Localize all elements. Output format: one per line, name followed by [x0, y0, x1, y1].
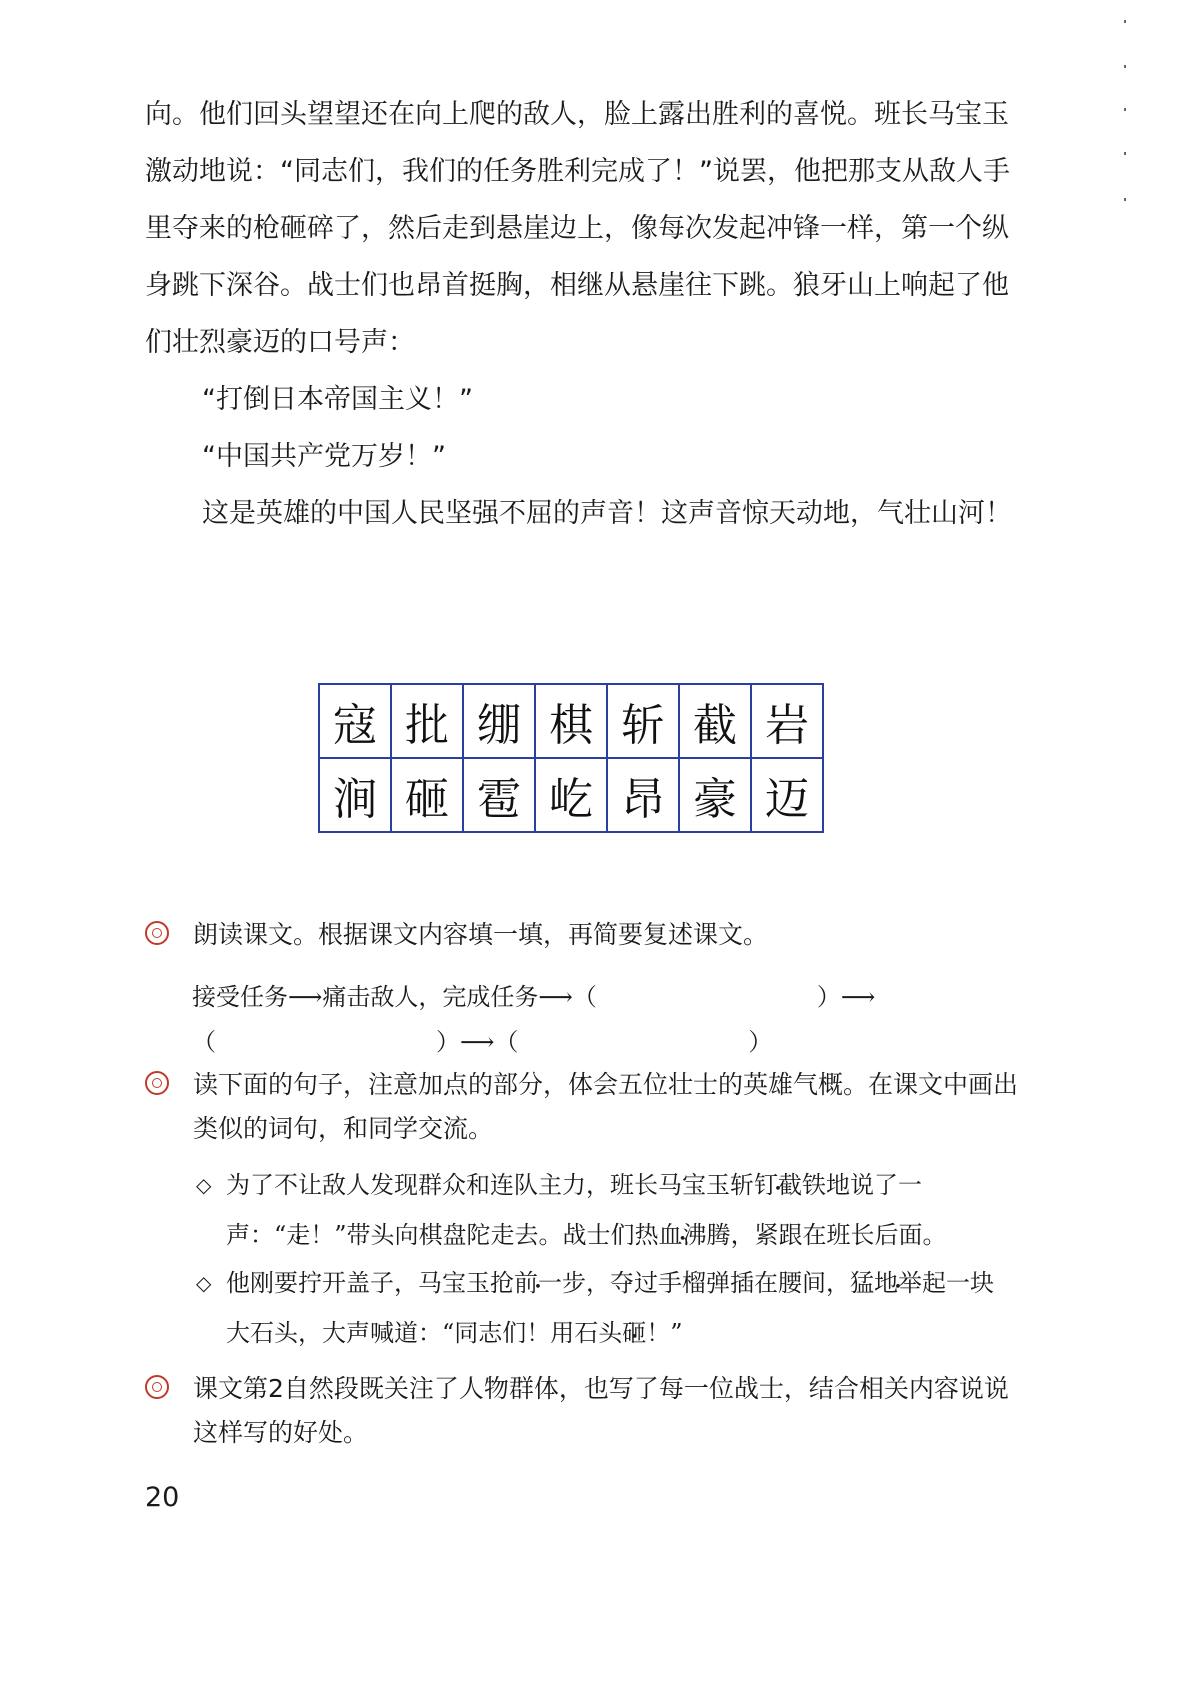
exercise-icon [145, 921, 169, 945]
text-run: ，紧跟在班长后面。 [730, 1221, 947, 1249]
slogan: “打倒日本帝国主义！” [202, 384, 473, 415]
dotted-emphasis: 抢前一步 • [490, 1269, 586, 1297]
character-cell: 昂 [607, 758, 679, 832]
slogan: “中国共产党万岁！” [202, 441, 446, 472]
exercise-icon [145, 1375, 169, 1399]
flow-step: 痛击敌人，完成任务 [322, 983, 539, 1011]
blank-open: （ [192, 1028, 216, 1056]
text-run: ！”带头向棋盘陀走去。战士们 [310, 1221, 635, 1249]
exercise-2 [145, 1063, 1025, 1151]
character-cell: 批 [391, 684, 463, 758]
paragraph: 这是英雄的中国人民坚强不屈的声音！这声音惊天动地，气壮山河！ [202, 498, 1012, 529]
dotted-emphasis: 热血沸腾 • [635, 1221, 731, 1249]
scan-mark [1124, 65, 1126, 68]
blank-close: ） [816, 983, 841, 1011]
character-cell: 砸 [391, 758, 463, 832]
example-sentence-1 [196, 1160, 1016, 1260]
character-row [319, 758, 823, 832]
character-cell: 涧 [319, 758, 391, 832]
character-cell: 寇 [319, 684, 391, 758]
text-run: “ [274, 1221, 287, 1249]
fill-in-line-1 [192, 977, 875, 1012]
text-run: 他刚要拧开盖子，马宝玉 [226, 1269, 490, 1297]
blank-close: ） [748, 1028, 773, 1056]
sentence-text [226, 1160, 1016, 1260]
dotted-emphasis: 斩钉截铁 • [730, 1171, 826, 1199]
blank-close: ） [436, 1028, 460, 1056]
character-cell: 绷 [463, 684, 535, 758]
dotted-emphasis: 砸 • [622, 1319, 646, 1347]
text-run: 一块大石头，大声喊道：“同志们！用石头 [226, 1269, 994, 1347]
text-run: ！” [646, 1319, 683, 1347]
exercise-1 [145, 913, 1025, 957]
text-run: 为了不让敌人发现群众和连队主力，班长马宝玉 [226, 1171, 730, 1199]
arrow-icon: ⟶ [840, 983, 876, 1011]
arrow-icon: ⟶ [288, 983, 323, 1011]
character-cell: 棋 [535, 684, 607, 758]
example-sentence-2 [196, 1258, 1016, 1358]
exercise-prompt: 课文第2自然段既关注了人物群体，也写了每一位战士，结合相关内容说说这样写的好处。 [193, 1374, 1009, 1447]
blank-open: （ [572, 983, 597, 1011]
fill-in-line-2 [192, 1022, 772, 1057]
page-number: 20 [145, 1482, 180, 1513]
character-cell: 雹 [463, 758, 535, 832]
flow-step: 接受任务 [192, 983, 288, 1011]
scan-mark [1124, 108, 1126, 111]
exercise-3 [145, 1367, 1025, 1455]
arrow-icon: ⟶ [538, 983, 573, 1011]
character-cell: 截 [679, 684, 751, 758]
character-cell: 屹 [535, 758, 607, 832]
character-cell: 迈 [751, 758, 823, 832]
text-run: ，夺过手榴弹插在腰间， [586, 1269, 850, 1297]
lesson-text [145, 86, 1015, 542]
dotted-emphasis: 走 • [286, 1221, 310, 1249]
character-row [319, 684, 823, 758]
exercise-prompt: 朗读课文。根据课文内容填一填，再简要复述课文。 [193, 920, 769, 949]
character-cell: 斩 [607, 684, 679, 758]
character-cell: 岩 [751, 684, 823, 758]
new-characters-table [318, 683, 824, 833]
dotted-emphasis: 猛地举起 • [850, 1269, 946, 1297]
blank-open: （ [494, 1028, 519, 1056]
scan-mark [1124, 152, 1126, 155]
exercise-icon [145, 1071, 169, 1095]
paragraph: 向。他们回头望望还在向上爬的敌人，脸上露出胜利的喜悦。班长马宝玉激动地说：“同志们，我们的任务胜利完成了！”说罢，他把那支从敌人手里夺来的枪砸碎了，然后走到悬崖边上，像每次发起冲锋一样，第一个纵身跳下深谷。战士们也昂首挺胸，相继从悬崖往下跳。狼牙山上响起了他们壮烈豪迈的口号声： [145, 99, 1010, 358]
diamond-bullet-icon: ◇ [196, 1271, 212, 1295]
text-run: 地说了一声： [226, 1171, 922, 1249]
scan-mark [1124, 20, 1126, 23]
scan-mark [1124, 198, 1126, 201]
exercise-prompt: 读下面的句子，注意加点的部分，体会五位壮士的英雄气概。在课文中画出类似的词句，和同学交流。 [193, 1070, 1019, 1143]
character-cell: 豪 [679, 758, 751, 832]
diamond-bullet-icon: ◇ [196, 1173, 212, 1197]
arrow-icon: ⟶ [460, 1028, 495, 1056]
sentence-text [226, 1258, 1016, 1358]
